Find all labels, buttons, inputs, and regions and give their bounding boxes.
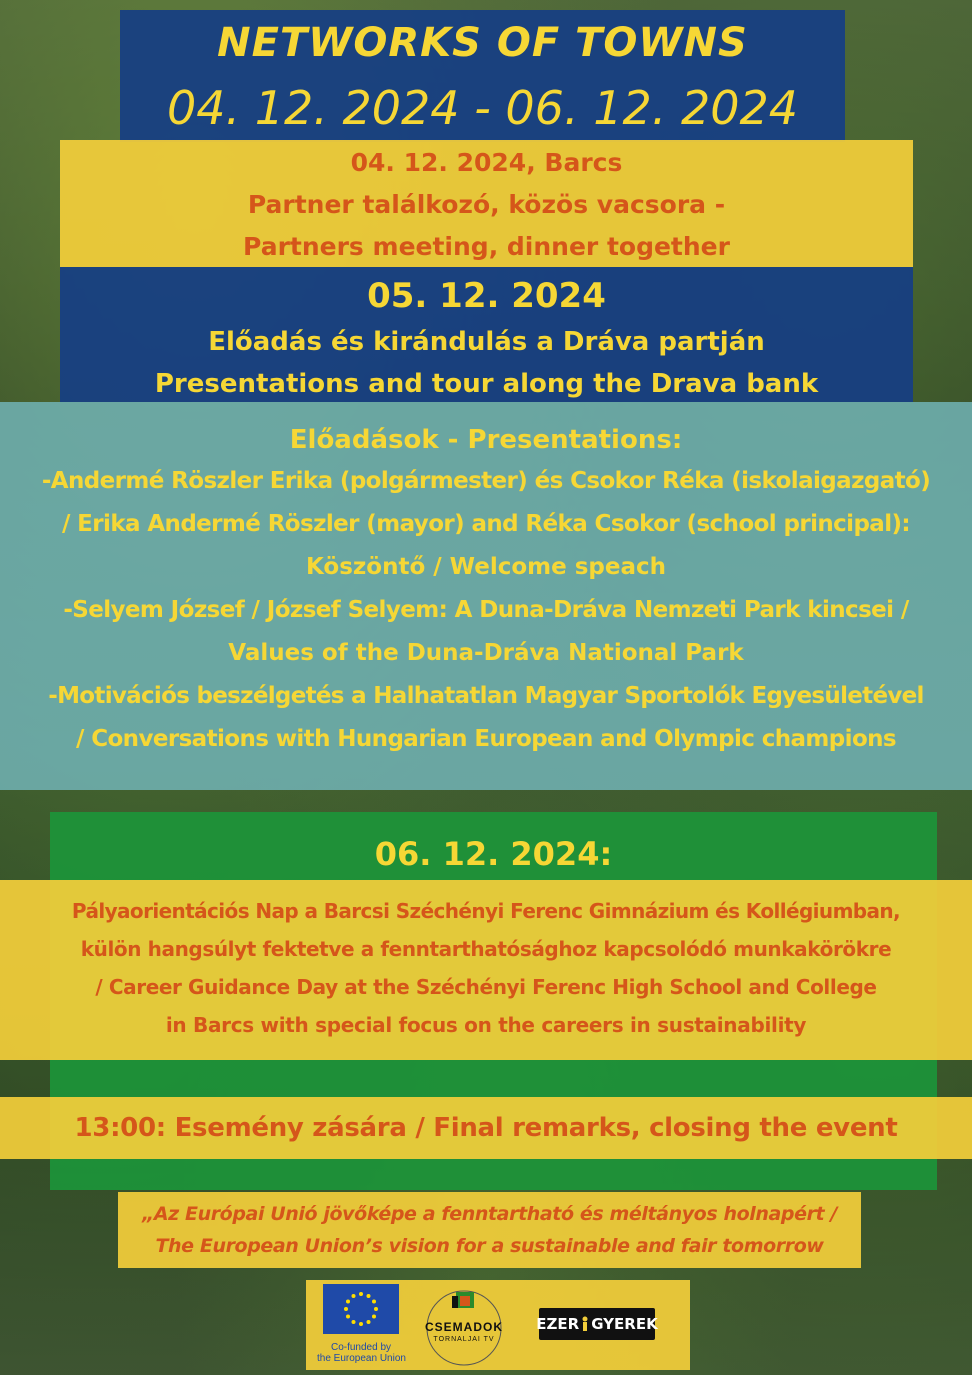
day2-activity-hu: Előadás és kirándulás a Dráva partján: [208, 327, 765, 357]
presentation-line: -Motivációs beszélgetés a Halhatatlan Magyar Sportolók Egyesületével: [48, 683, 924, 709]
day3-line: / Career Guidance Day at the Széchényi Ferenc High School and College: [95, 975, 877, 999]
eu-caption-2: the European Union: [317, 1353, 406, 1364]
day3-line: külön hangsúlyt fektetve a fenntarthatósághoz kapcsolódó munkakörökre: [80, 937, 892, 961]
logo-strip: [306, 1280, 690, 1370]
presentation-line: -Selyem József / József Selyem: A Duna-Dráva Nemzeti Park kincsei /: [63, 597, 909, 623]
presentation-line: Köszöntő / Welcome speach: [305, 554, 666, 580]
day3-description-panel: [0, 880, 972, 1060]
day1-activity-en: Partners meeting, dinner together: [243, 232, 730, 261]
csemadok-name: CSEMADOK: [424, 1320, 503, 1334]
event-title: NETWORKS OF TOWNS: [217, 20, 748, 66]
day3-line: Pályaorientációs Nap a Barcsi Széchényi Ferenc Gimnázium és Kollégiumban,: [71, 899, 901, 923]
gyerek-text: GYEREK: [591, 1315, 658, 1333]
quote-line-en: The European Union’s vision for a sustainable and fair tomorrow: [155, 1235, 824, 1257]
presentation-line: / Conversations with Hungarian European and Olympic champions: [75, 726, 897, 752]
eu-logo: [317, 1284, 406, 1364]
day2-activity-en: Presentations and tour along the Drava bank: [154, 369, 819, 399]
eu-caption-1: Co-funded by: [330, 1342, 392, 1353]
day3-date: 06. 12. 2024:: [374, 835, 613, 873]
eu-flag-icon: [323, 1284, 399, 1334]
csemadok-logo: [418, 1286, 510, 1366]
day1-panel: [60, 140, 913, 267]
event-dates: 04. 12. 2024 - 06. 12. 2024: [166, 81, 799, 135]
csemadok-subtitle: TORNALJAI TV: [433, 1336, 495, 1343]
day1-date-location: 04. 12. 2024, Barcs: [350, 148, 623, 177]
ezer-text: EZER: [536, 1315, 580, 1333]
ezer-gyerek-logo: [536, 1308, 658, 1340]
presentation-line: / Erika Andermé Röszler (mayor) and Réka Csokor (school principal):: [61, 511, 911, 537]
day3-line: in Barcs with special focus on the careers in sustainability: [165, 1013, 807, 1037]
presentation-line: Values of the Duna-Dráva National Park: [228, 640, 744, 666]
day1-activity-hu: Partner találkozó, közös vacsora -: [247, 190, 726, 219]
header-panel: [120, 10, 845, 142]
presentation-line: -Andermé Röszler Erika (polgármester) és Csokor Réka (iskolaigazgató): [41, 468, 931, 494]
child-figure-icon: [581, 1316, 589, 1332]
quote-panel: [118, 1192, 861, 1268]
closing-text: 13:00: Esemény zására / Final remarks, closing the event: [74, 1113, 898, 1143]
quote-line-hu: „Az Európai Unió jövőképe a fenntartható és méltányos holnapért /: [141, 1203, 837, 1225]
day2-panel: [60, 267, 913, 402]
day2-date: 05. 12. 2024: [367, 276, 606, 316]
presentations-heading: Előadások - Presentations:: [289, 425, 683, 455]
presentations-panel: [0, 402, 972, 790]
closing-panel: [0, 1097, 972, 1159]
